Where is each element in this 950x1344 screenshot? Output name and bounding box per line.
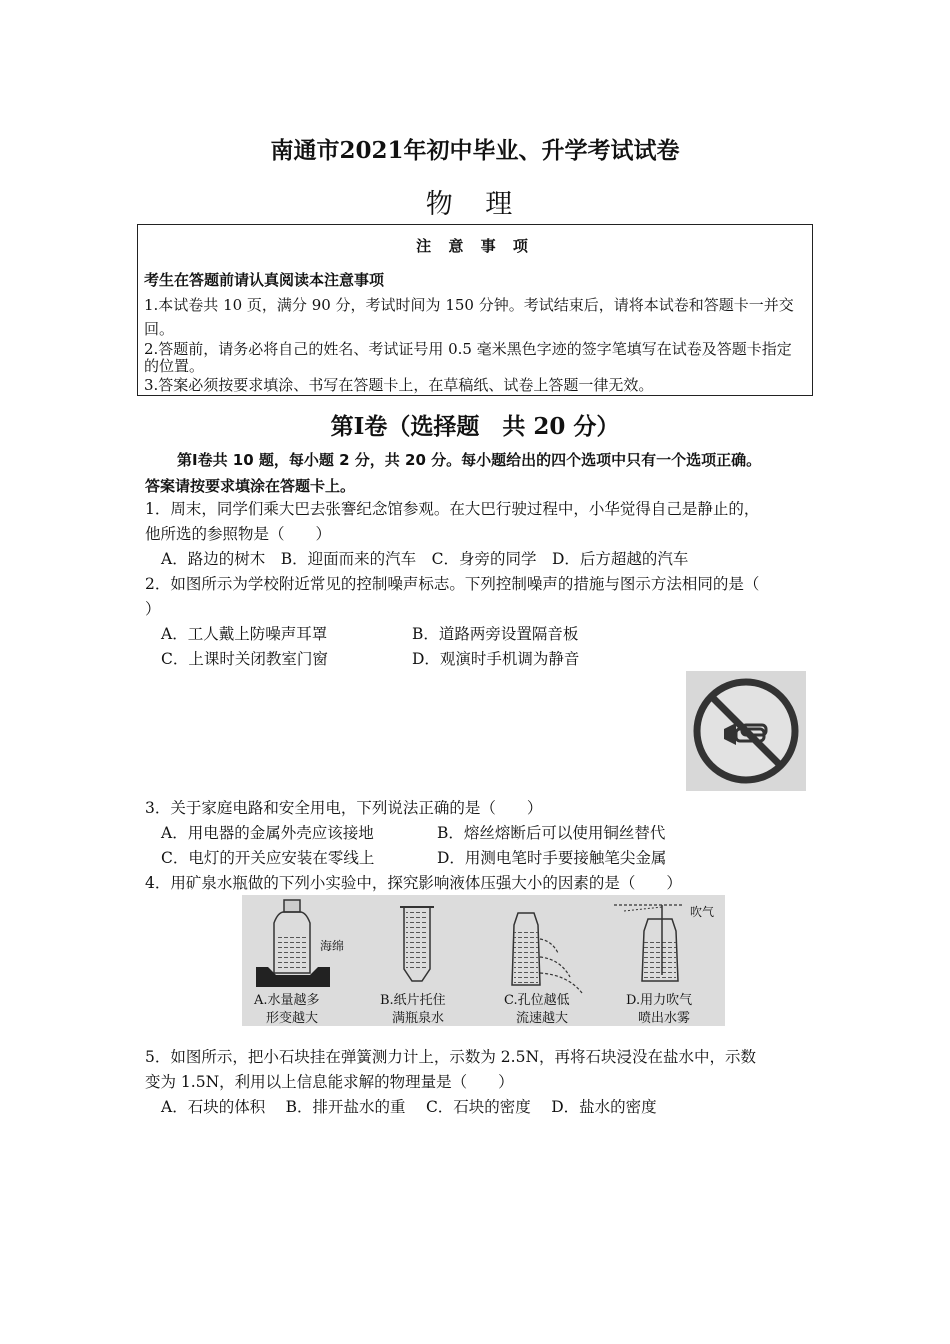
q2-option-b: B．道路两旁设置隔音板 (412, 625, 579, 643)
no-horn-icon (686, 671, 806, 791)
q2-stem-line1: 2．如图所示为学校附近常见的控制噪声标志。下列控制噪声的措施与图示方法相同的是（ (145, 575, 760, 593)
caption-b-line2: 满瓶泉水 (392, 1011, 445, 1026)
notice-item: 2.答题前，请务必将自己的姓名、考试证号用 0.5 毫米黑色字迹的签字笔填写在试卷及答题卡指定的位置。 (144, 340, 792, 375)
sponge-label: 海绵 (320, 939, 345, 953)
notice-heading: 注 意 事 项 (416, 237, 534, 255)
q4-stem: 4．用矿泉水瓶做的下列小实验中，探究影响液体压强大小的因素的是（ ） (145, 874, 682, 892)
bottle-c-icon (512, 913, 582, 993)
q1-options: A．路边的树木 B．迎面而来的汽车 C．身旁的同学 D．后方超越的汽车 (161, 550, 689, 568)
no-horn-sign-figure (686, 671, 806, 791)
caption-c-line2: 流速越大 (516, 1011, 569, 1026)
caption-a-line1: A.水量越多 (254, 993, 320, 1008)
q5-options: A．石块的体积 B．排开盐水的重 C．石块的密度 D．盐水的密度 (161, 1098, 657, 1116)
q2-option-d: D．观演时手机调为静音 (412, 650, 580, 668)
caption-d-line1: D.用力吹气 (626, 993, 693, 1008)
q2-option-a: A．工人戴上防噪声耳罩 (161, 625, 328, 643)
blow-label: 吹气 (690, 905, 715, 919)
bottle-experiments-figure (242, 895, 725, 1026)
part-instruction-line2: 答案请按要求填涂在答题卡上。 (145, 477, 356, 495)
q3-option-a: A．用电器的金属外壳应该接地 (161, 824, 374, 842)
notice-item: 1.本试卷共 10 页，满分 90 分，考试时间为 150 分钟。考试结束后，请将本试卷和答题卡一并交回。 (144, 296, 794, 338)
subject-title: 物 理 (425, 189, 525, 220)
part-title: 第Ⅰ卷（选择题 共 20 分） (330, 413, 620, 440)
q2-option-c: C．上课时关闭教室门窗 (161, 650, 328, 668)
caption-d-line2: 喷出水雾 (638, 1011, 691, 1026)
q2-stem-line2: ） (145, 600, 161, 618)
bottle-d-icon (614, 905, 682, 981)
q3-option-c: C．电灯的开关应安装在零线上 (161, 849, 375, 867)
caption-a-line2: 形变越大 (266, 1011, 319, 1026)
bottle-b-icon (400, 907, 434, 981)
bottle-a-icon (256, 900, 330, 987)
q1-stem-line2: 他所选的参照物是（ ） (145, 525, 332, 543)
notice-subheading: 考生在答题前请认真阅读本注意事项 (144, 271, 385, 289)
caption-b-line1: B.纸片托住 (380, 993, 446, 1008)
q5-stem-line2: 变为 1.5N，利用以上信息能求解的物理量是（ ） (145, 1073, 514, 1091)
q3-option-d: D．用测电笔时手要接触笔尖金属 (437, 849, 667, 867)
notice-box (137, 224, 813, 396)
notice-item: 3.答案必须按要求填涂、书写在答题卡上，在草稿纸、试卷上答题一律无效。 (144, 376, 654, 394)
part-instruction-line1: 第Ⅰ卷共 10 题，每小题 2 分，共 20 分。每小题给出的四个选项中只有一个选项正确。 (177, 451, 762, 469)
q1-stem-line1: 1．周末，同学们乘大巴去张謇纪念馆参观。在大巴行驶过程中，小华觉得自己是静止的， (145, 500, 760, 518)
q3-stem: 3．关于家庭电路和安全用电，下列说法正确的是（ ） (145, 799, 543, 817)
q3-option-b: B．熔丝熔断后可以使用铜丝替代 (437, 824, 666, 842)
q5-stem-line1: 5．如图所示，把小石块挂在弹簧测力计上，示数为 2.5N，再将石块浸没在盐水中，示数 (145, 1048, 757, 1066)
exam-title: 南通市2021年初中毕业、升学考试试卷 (270, 137, 680, 164)
caption-c-line1: C.孔位越低 (504, 993, 570, 1008)
